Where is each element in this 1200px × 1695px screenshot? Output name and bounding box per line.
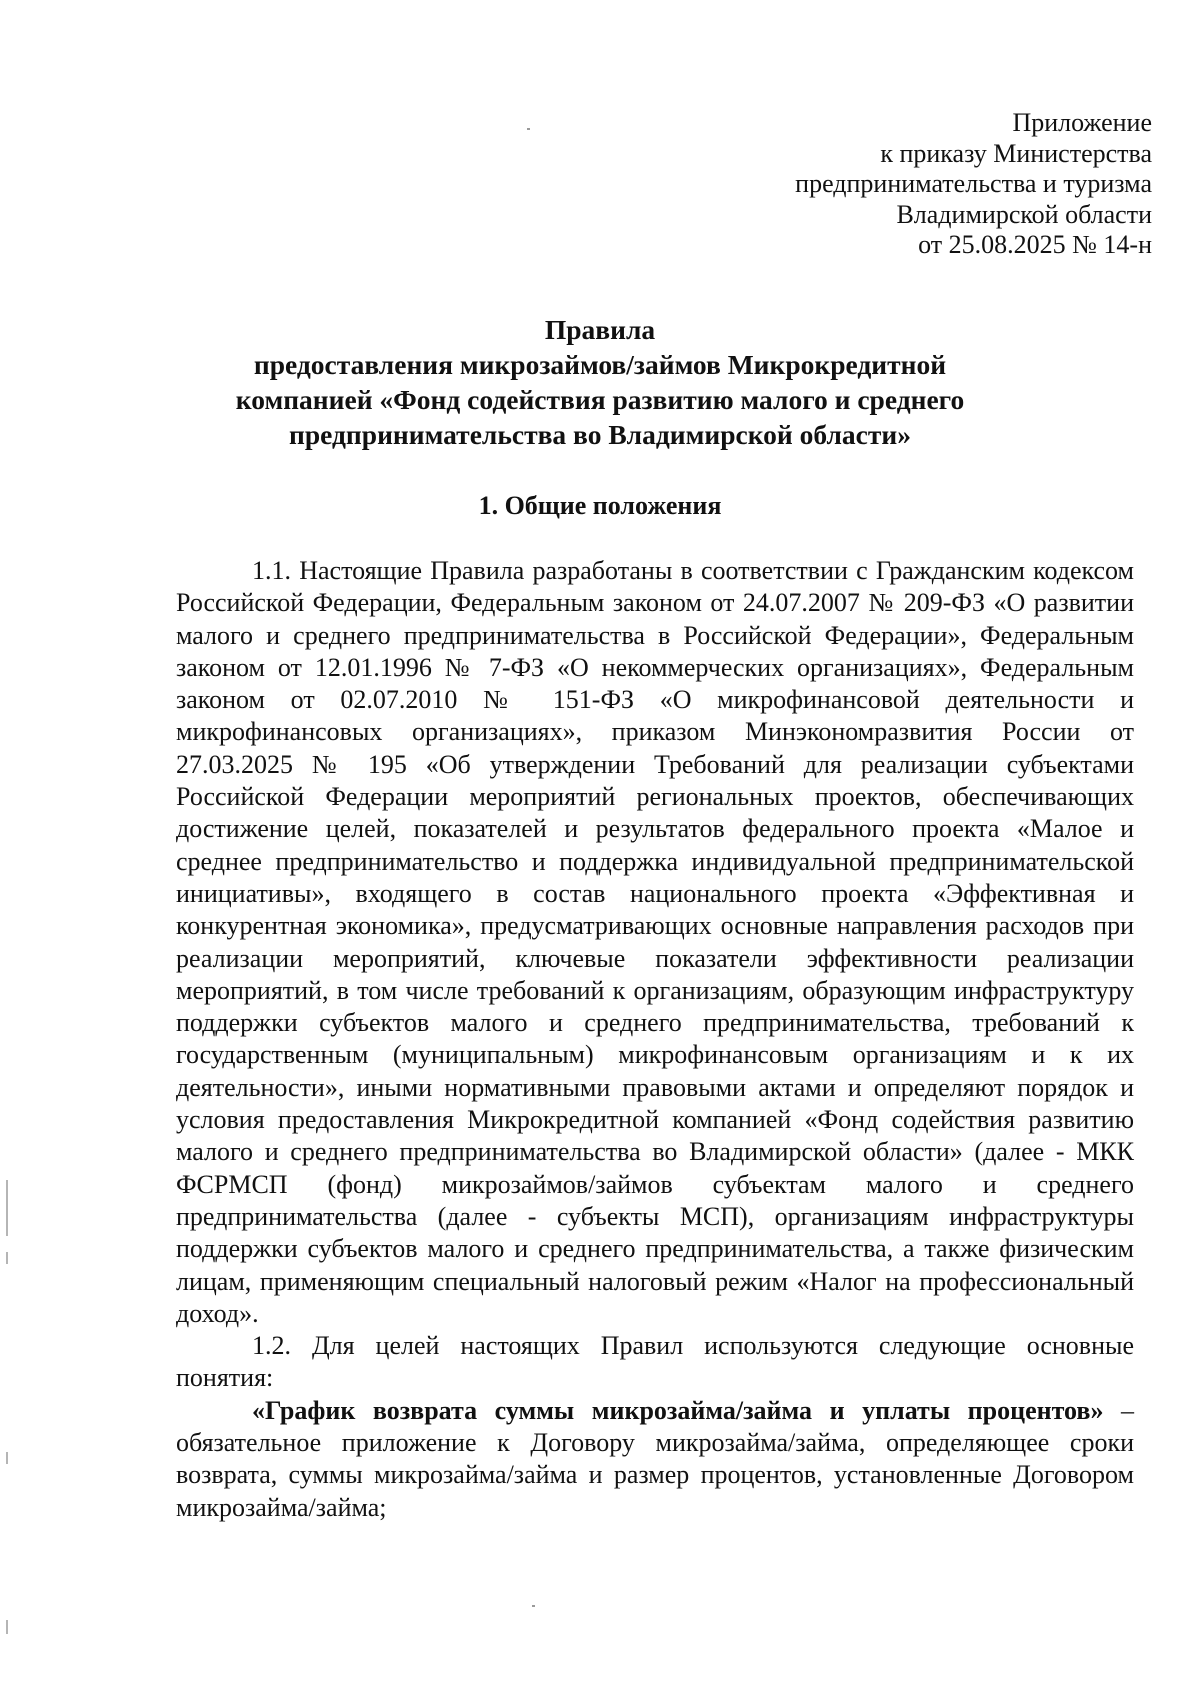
document-title — [150, 312, 1050, 452]
paragraph-1-2: 1.2. Для целей настоящих Правил используются следующие основные понятия: — [176, 1331, 1134, 1393]
scan-margin-mark — [6, 1620, 8, 1634]
scan-margin-mark — [6, 1180, 8, 1236]
definition-schedule — [176, 1395, 1134, 1524]
header-line-4: Владимирской области — [896, 199, 1152, 229]
definition-term: «График возврата суммы микрозайма/займа и уплаты процентов» — [252, 1395, 1104, 1425]
scan-speck — [527, 128, 530, 130]
attachment-header — [672, 108, 1152, 261]
definition-text: – обязательное приложение к Договору микрозайма/займа, определяющее сроки возврата, суммы микрозайма/займа и размер процентов, установленные Договором микрозайма/займа; — [176, 1395, 1135, 1522]
paragraph-1-1: 1.1. Настоящие Правила разработаны в соответствии с Гражданским кодексом Российской Федерации, Федеральным законом от 24.07.2007 № 209-ФЗ «О развитии малого и среднего предпринимательства в Российской Федерации», Федеральным законом от 12.01.1996 № 7-ФЗ «О некоммерческих организациях», Федеральным законом от 02.07.2010 № 151-ФЗ «О микрофинансовой деятельности и микрофинансовых организациях», приказом Минэкономразвития России от 27.03.2025 № 195 «Об утверждении Требований для реализации субъектами Российской Федерации мероприятий региональных проектов, обеспечивающих достижение целей, показателей и результатов федерального проекта «Малое и среднее предпринимательство и поддержка индивидуальной предпринимательской инициативы», входящего в состав национального проекта «Эффективная и конкурентная экономика», предусматривающих основные направления расходов при реализации мероприятий, ключевые показатели эффективности реализации мероприятий, в том числе требований к организациям, образующим инфраструктуру поддержки субъектов малого и среднего предпринимательства, требований к государственным (муниципальным) микрофинансовым организациям и к их деятельности», иными нормативными правовыми актами и определяют порядок и условия предоставления Микрокредитной компанией «Фонд содействия развитию малого и среднего предпринимательства во Владимирской области» (далее - МКК ФСРМСП (фонд) микрозаймов/займов субъектам малого и среднего предпринимательства (далее - субъекты МСП), организациям инфраструктуры поддержки субъектов малого и среднего предпринимательства, а также физическим лицам, применяющим специальный налоговый режим «Налог на профессиональный доход». — [176, 556, 1134, 1328]
header-line-5: от 25.08.2025 № 14-н — [918, 230, 1152, 259]
section-heading-general: 1. Общие положения — [478, 491, 722, 520]
header-line-2: к приказу Министерства — [880, 138, 1152, 168]
scan-margin-mark — [6, 1252, 8, 1264]
title-line-2: предоставления микрозаймов/займов Микрокредитной — [253, 349, 947, 380]
section-body — [176, 555, 1134, 1524]
title-line-3: компанией «Фонд содействия развитию малого и среднего — [235, 384, 965, 415]
scan-speck — [532, 1605, 535, 1607]
header-line-1: Приложение — [1012, 108, 1152, 137]
title-line-4: предпринимательства во Владимирской области» — [289, 419, 911, 450]
title-line-1: Правила — [544, 314, 656, 345]
header-line-3: предпринимательства и туризма — [795, 169, 1152, 198]
scan-margin-mark — [6, 1452, 8, 1464]
